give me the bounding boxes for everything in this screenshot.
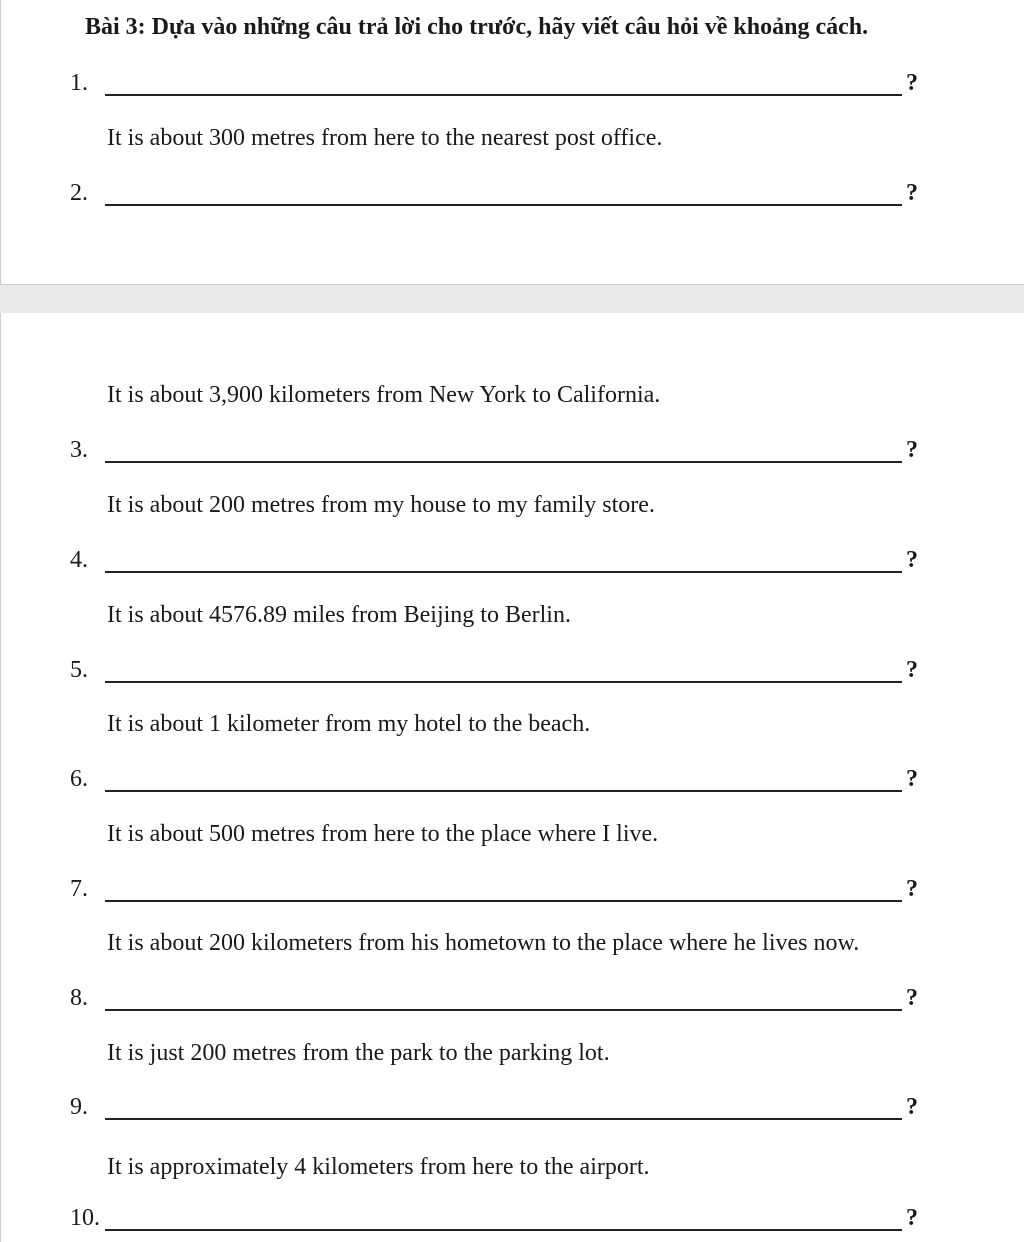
- item-number-3: 3.: [70, 437, 88, 463]
- answer-blank-1[interactable]: [105, 94, 902, 96]
- item-number-7: 7.: [70, 876, 88, 902]
- document-page-2: [0, 313, 1024, 1242]
- question-mark-3: ?: [906, 437, 918, 463]
- answer-blank-8[interactable]: [105, 1009, 902, 1011]
- question-mark-4: ?: [906, 547, 918, 573]
- item-number-6: 6.: [70, 766, 88, 792]
- question-mark-7: ?: [906, 876, 918, 902]
- item-number-9: 9.: [70, 1094, 88, 1120]
- exercise-title: Bài 3: Dựa vào những câu trả lời cho trước, hãy viết câu hỏi về khoảng cách.: [85, 14, 869, 40]
- item-number-8: 8.: [70, 985, 88, 1011]
- given-answer-9: It is approximately 4 kilometers from here to the airport.: [107, 1154, 650, 1180]
- question-mark-9: ?: [906, 1094, 918, 1120]
- answer-blank-5[interactable]: [105, 681, 902, 683]
- page-separator: [0, 284, 1024, 314]
- answer-blank-2[interactable]: [105, 204, 902, 206]
- given-answer-4: It is about 4576.89 miles from Beijing to Berlin.: [107, 602, 571, 628]
- answer-blank-7[interactable]: [105, 900, 902, 902]
- answer-blank-9[interactable]: [105, 1118, 902, 1120]
- answer-blank-4[interactable]: [105, 571, 902, 573]
- question-mark-8: ?: [906, 985, 918, 1011]
- item-number-4: 4.: [70, 547, 88, 573]
- given-answer-1: It is about 300 metres from here to the nearest post office.: [107, 125, 663, 151]
- answer-blank-3[interactable]: [105, 461, 902, 463]
- question-mark-10: ?: [906, 1205, 918, 1231]
- item-number-5: 5.: [70, 657, 88, 683]
- given-answer-5: It is about 1 kilometer from my hotel to the beach.: [107, 711, 591, 737]
- given-answer-2: It is about 3,900 kilometers from New York to California.: [107, 382, 661, 408]
- given-answer-6: It is about 500 metres from here to the place where I live.: [107, 821, 659, 847]
- given-answer-3: It is about 200 metres from my house to my family store.: [107, 492, 655, 518]
- item-number-1: 1.: [70, 70, 88, 96]
- item-number-10: 10.: [70, 1205, 100, 1231]
- answer-blank-10[interactable]: [105, 1229, 902, 1231]
- question-mark-6: ?: [906, 766, 918, 792]
- given-answer-8: It is just 200 metres from the park to the parking lot.: [107, 1040, 610, 1066]
- question-mark-1: ?: [906, 70, 918, 96]
- answer-blank-6[interactable]: [105, 790, 902, 792]
- question-mark-5: ?: [906, 657, 918, 683]
- item-number-2: 2.: [70, 180, 88, 206]
- given-answer-7: It is about 200 kilometers from his hometown to the place where he lives now.: [107, 930, 860, 956]
- question-mark-2: ?: [906, 180, 918, 206]
